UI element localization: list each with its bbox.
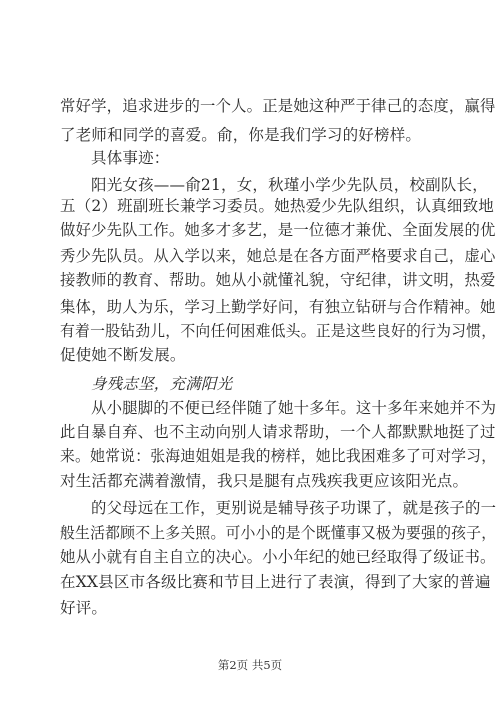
text-line: 般生活都顾不上多关照。可小小的是个既懂事又极为要强的孩子， [60,524,497,542]
text-line: 的父母远在工作，更别说是辅导孩子功课了，就是孩子的一 [91,499,497,517]
section-heading: 身残志坚，充满阳光 [91,375,233,393]
text-line: 接教师的教育、帮助。她从小就懂礼貌，守纪律，讲文明，热爱 [60,271,496,289]
text-line: 好评。 [60,599,108,617]
text-line: 有着一股钻劲儿，不向任何困难低头。正是这些良好的行为习惯， [60,322,497,340]
text-line: 了老师和同学的喜爱。俞，你是我们学习的好榜样。 [60,126,422,144]
text-line: 促使她不断发展。 [60,346,186,364]
text-line: 五（2）班副班长兼学习委员。她热爱少先队组织，认真细致地 [60,197,494,215]
text-line: 秀少先队员。从入学以来，她总是在各方面严格要求自己，虚心 [60,247,496,265]
text-line: 对生活都充满着激情，我只是腿有点残疾我更应该阳光点。 [60,472,469,490]
text-line: 集体，助人为乐，学习上勤学好问，有独立钻研与合作精神。她 [60,298,496,316]
text-line: 此自暴自弃、也不主动向别人请求帮助，一个人都默默地挺了过 [60,423,496,441]
text-line: 常好学，追求进步的一个人。正是她这种严于律己的态度，赢得 [60,97,496,115]
text-line: 在XX县区市各级比赛和节目上进行了表演，得到了大家的普遍 [60,573,491,591]
text-line: 从小腿脚的不便已经伴随了她十多年。这十多年来她并不为 [91,399,497,417]
text-line: 来。她常说：张海迪姐姐是我的榜样，她比我困难多了可对学习， [60,447,497,465]
page-number-footer: 第2页 共5页 [217,658,283,672]
text-line: 她从小就有自主自立的决心。小小年纪的她已经取得了级证书。 [60,548,496,566]
section-heading: 具体事迹： [91,149,170,167]
text-line: 阳光女孩——俞21，女，秋瑾小学少先队员，校副队长， [91,176,488,194]
text-line: 做好少先队工作。她多才多艺，是一位德才兼优、全面发展的优 [60,221,496,239]
